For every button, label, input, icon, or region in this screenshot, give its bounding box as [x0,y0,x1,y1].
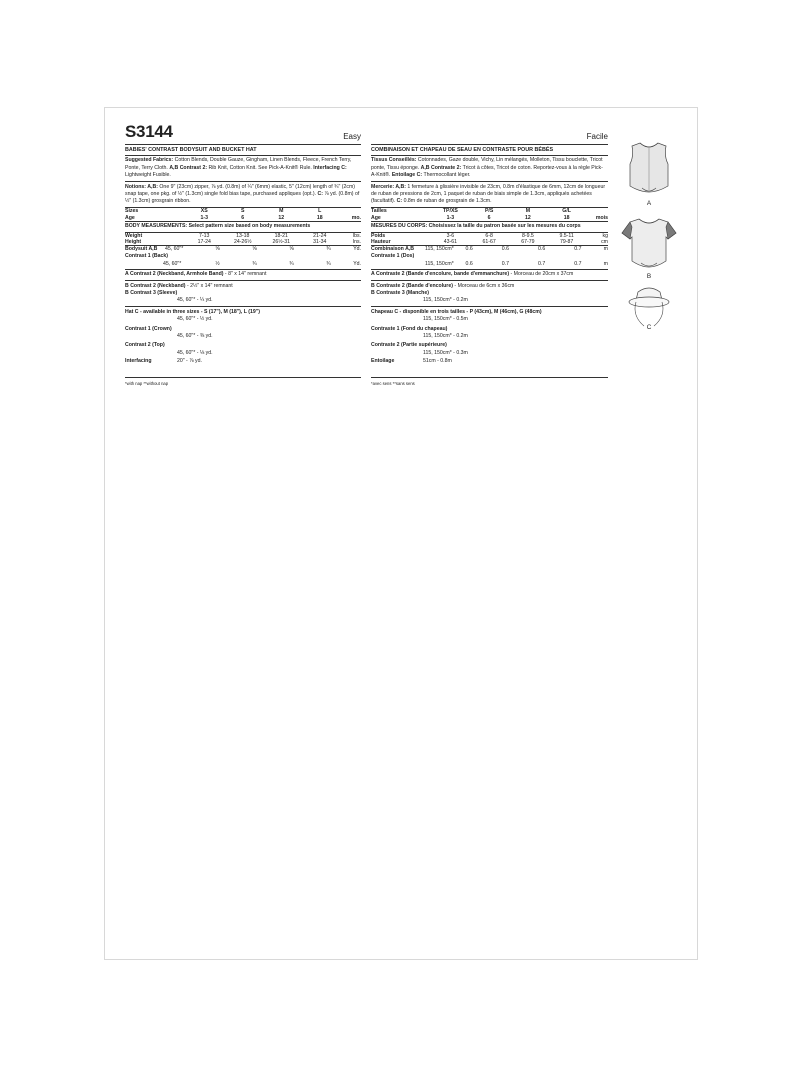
body-measurements-heading: MESURES DU CORPS: Choisissez la taille du patron basée sur les mesures du corps [371,222,608,232]
notions-lead: Mercerie: A,B: [371,183,406,190]
view-a [610,138,688,207]
hat-contrast1-value: 115, 150cm* - 0.2m [423,333,468,340]
yardage-cell: ¾ [326,260,331,267]
size-cell: M [525,208,531,215]
yardage-table [371,246,608,269]
age-row [125,215,361,222]
footnote: *with nap **without nap [125,377,361,387]
height-row [125,239,361,246]
size-cell: S [241,208,245,215]
hat-contrast1-label: Contrast 1 (Crown) [125,325,172,332]
age-cell: 18 [316,214,323,221]
age-unit: mo. [351,214,361,221]
bodysuit-width: 115, 150cm* [425,246,454,253]
age-cell: 1-3 [446,214,455,221]
pattern-code: S3144 [125,122,173,141]
suggested-fabrics [125,156,361,182]
pattern-title: BABIES' CONTRAST BODYSUIT AND BUCKET HAT [125,145,361,156]
height-cell: 26½-31 [272,238,291,245]
bodysuit-short-sleeve-icon [610,215,688,273]
contrast1-label: Contrast 1 (Back) [125,252,168,259]
hat-section [125,307,361,367]
meterage-unit: m [603,260,608,267]
notions-text-2: ⅞ yd. (0.8m) of ½" (1.3cm) grosgrain ribbon. [125,191,360,205]
b-contrast2-text: - Morceau de 6cm x 36cm [452,282,515,289]
age-cell: 6 [487,214,491,221]
meterage-cell: 0.7 [538,260,546,267]
b-contrast3-label: B Contraste 3 (Manche) [371,290,429,296]
yardage-cell: ½ [215,260,220,267]
contrast1-row [371,259,608,269]
weight-cell: 13-18 [236,232,250,239]
weight-cell: 6-8 [485,232,493,239]
header [371,122,608,145]
bodysuit-sleeveless-icon [610,138,688,200]
size-cell: M [279,208,284,215]
sizes-label: Sizes [125,208,139,215]
weight-unit: kg [602,232,608,239]
fabrics-text-2: Tricot à côtes, Tricot de coton. Reportez-vous à la règle Pick-A-Knit®. [371,164,603,179]
view-c-label: C [646,324,652,331]
fabrics-text: Cotonnades, Gaze double, Vichy, Lin mélangés, Molleton, Tissu bouclette, Tricot ponte, Tissu éponge. [371,157,603,171]
meterage-cell: 0.7 [574,260,582,267]
height-label: Hauteur [371,238,391,245]
height-cell: 17-24 [197,238,211,245]
hat-contrast2-value: 45, 60"* - ⅛ yd. [177,349,213,356]
body-measurements-table [371,233,608,247]
age-label: Âge [371,214,381,221]
height-cell: 67-79 [521,238,535,245]
contrast1-width: 115, 150cm* [425,260,454,267]
height-cell: 79-87 [559,238,574,245]
b-contrast2-label: B Contrast 2 (Neckband) [125,282,186,289]
a-contrast2-text: - Morceau de 20cm x 37cm [509,271,574,278]
interfacing-value: 20" - ⅞ yd. [177,358,202,365]
yardage-cell: ⅝ [252,246,257,253]
weight-cell: 7-13 [199,232,210,239]
yardage-cell: ¾ [289,260,294,267]
meterage-cell: 0.7 [501,260,509,267]
age-cell: 1-3 [200,214,208,221]
fabrics-lead-2: A,B Contraste 2: [420,164,462,171]
hat-contrast1-value: 45, 60"* - ⅜ yd. [177,333,213,340]
a-contrast2 [371,270,608,281]
fabrics-lead-2: A,B Contrast 2: [169,164,208,171]
meterage-cell: 0.6 [465,246,473,253]
weight-label: Weight [125,232,143,239]
weight-cell: 18-21 [274,232,288,239]
age-label: Age [125,214,135,221]
meterage-cell: 0.6 [465,260,473,267]
age-unit: mois [595,214,608,221]
a-contrast2-label: A Contrast 2 (Neckband, Armhole Band) [125,271,224,278]
sizes-table [371,208,608,222]
height-cell: 24-26½ [233,238,252,245]
height-cell: 61-67 [482,238,496,245]
height-label: Height [125,238,142,245]
contrast1-label: Contraste 1 (Dos) [371,252,415,259]
notions-text-2: 0.8m de ruban de grosgrain de 1.3cm. [402,198,492,205]
b-contrast3-value: 45, 60"* - ¼ yd. [177,297,213,304]
pattern-title: COMBINAISON ET CHAPEAU DE SEAU EN CONTRASTE POUR BÉBÉS [371,145,608,156]
yardage-table [125,246,361,269]
a-contrast2 [125,270,361,281]
french-column [371,122,608,388]
age-row [371,215,608,222]
yardage-cell: ¾ [252,260,257,267]
weight-cell: 21-24 [313,232,327,239]
hat-value: 115, 150cm* - 0.5m [423,316,468,323]
bodysuit-width: 45, 60"* [165,246,184,253]
fabrics-lead-3: Entoilage C: [391,172,423,179]
b-contrast3-label: B Contrast 3 (Sleeve) [125,290,178,296]
hat-contrast1-label: Contraste 1 (Fond du chapeau) [371,325,448,332]
weight-label: Poids [371,232,386,239]
height-unit: Ins. [352,238,361,245]
weight-unit: lbs. [352,232,361,239]
fabrics-text-3: Thermocollant léger. [422,172,471,179]
a-contrast2-label: A Contraste 2 (Bande d'encolure, bande d'emmanchure) [371,271,510,278]
hat-contrast2-label: Contrast 2 (Top) [125,342,165,349]
weight-cell: 9.5-11 [559,232,574,239]
sizes-label: Tailles [371,208,387,215]
notions-lead-2: C: [317,191,323,198]
pattern-sheet [104,107,698,960]
body-measurements-table [125,233,361,247]
difficulty-level: Easy [343,132,361,141]
header [125,122,361,145]
notions-text: 1 fermeture à glissière invisible de 23cm, 0.8m d'élastique de 6mm, 12cm de longueur de ruban de pressions de 2cm, 1 paquet de ruban de biais simple de 1.3cm, appliqués achetées (facultatif). [371,183,606,205]
interfacing-label: Entoilage [371,358,395,365]
notions-lead-2: C: [396,198,403,205]
body-measurements-heading: BODY MEASUREMENTS: Select pattern size based on body measurements [125,222,361,232]
difficulty-level: Facile [586,132,608,141]
notions-lead: Notions: A,B: [125,183,158,190]
hat-label: Hat C - available in three sizes - S (17"), M (18"), L (19") [125,308,260,315]
height-unit: cm [601,238,608,245]
b-contrast2-label: B Contraste 2 (Bande d'encolure) [371,282,453,289]
english-column [125,122,361,388]
age-cell: 18 [563,214,570,221]
size-cell: L [318,208,322,215]
size-cell: P/S [484,208,494,215]
contrast1-row [125,259,361,269]
view-b [610,215,688,280]
fabrics-text-3: Lightweight Fusible. [125,172,171,179]
height-row [371,239,608,246]
b-contrast2-text: - 2½" x 14" remnant [185,282,233,289]
meterage-cell: 0.7 [574,246,582,253]
hat-contrast2-value: 115, 150cm* - 0.3m [423,349,468,356]
weight-cell: 3-6 [446,232,455,239]
weight-cell: 8-9.5 [521,232,534,239]
fabrics-lead-3: Interfacing C: [313,164,347,171]
fabrics-lead: Tissus Conseillés: [371,157,417,164]
yardage-unit: Yd. [353,260,361,267]
height-cell: 43-61 [443,238,458,245]
size-cell: TP/XS [442,208,458,215]
bodysuit-label: Bodysuit A,B [125,246,158,253]
notions [371,182,608,208]
hat-value: 45, 60"* - ½ yd. [177,316,213,323]
interfacing-value: 51cm - 0.8m [423,358,452,365]
b-contrasts [125,281,361,307]
view-b-label: B [646,273,652,280]
view-illustrations [610,138,688,331]
height-cell: 31-34 [313,238,327,245]
fabrics-lead: Suggested Fabrics: [125,157,174,164]
notions [125,182,361,208]
size-cell: XS [200,208,208,215]
hat-label: Chapeau C - disponible en trois tailles - P (43cm), M (46cm), G (48cm) [371,308,542,315]
fabrics-text-2: Rib Knit, Cotton Knit. See Pick-A-Knit® Rule. [207,164,314,171]
meterage-unit: m [603,246,608,253]
view-a-label: A [646,200,652,207]
yardage-cell: ⅝ [289,246,294,253]
suggested-fabrics [371,156,608,182]
interfacing-label: Interfacing [125,358,152,365]
yardage-unit: Yd. [353,246,361,253]
contrast1-width: 45, 60"* [163,260,182,267]
yardage-cell: ¾ [326,246,331,253]
bodysuit-label: Combinaison A,B [371,246,415,253]
age-cell: 12 [524,214,531,221]
meterage-cell: 0.6 [501,246,509,253]
footnote: *avec sens **sans sens [371,377,608,387]
a-contrast2-text: - 8" x 14" remnant [223,271,267,278]
sizes-table [125,208,361,222]
b-contrast3-value: 115, 150cm* - 0.2m [423,297,468,304]
age-cell: 12 [278,214,285,221]
hat-section [371,307,608,367]
age-cell: 6 [241,214,245,221]
notions-text: One 9" (23cm) zipper, ⅞ yd. (0.8m) of ¼" (6mm) elastic, 5" (12cm) length of ¾" (2cm) snap tape, one pkg. of ½" (1.3cm) single fold bias tape, purchased appliques (opt.). [125,183,356,198]
yardage-cell: ⅝ [215,246,220,253]
view-c [610,282,688,331]
meterage-cell: 0.6 [538,246,546,253]
hat-contrast2-label: Contraste 2 (Partie supérieure) [371,342,447,349]
b-contrasts [371,281,608,307]
size-cell: G/L [562,208,571,215]
fabrics-text: Cotton Blends, Double Gauze, Gingham, Linen Blends, Fleece, French Terry, Ponte, Terry Cloth. [125,157,352,171]
